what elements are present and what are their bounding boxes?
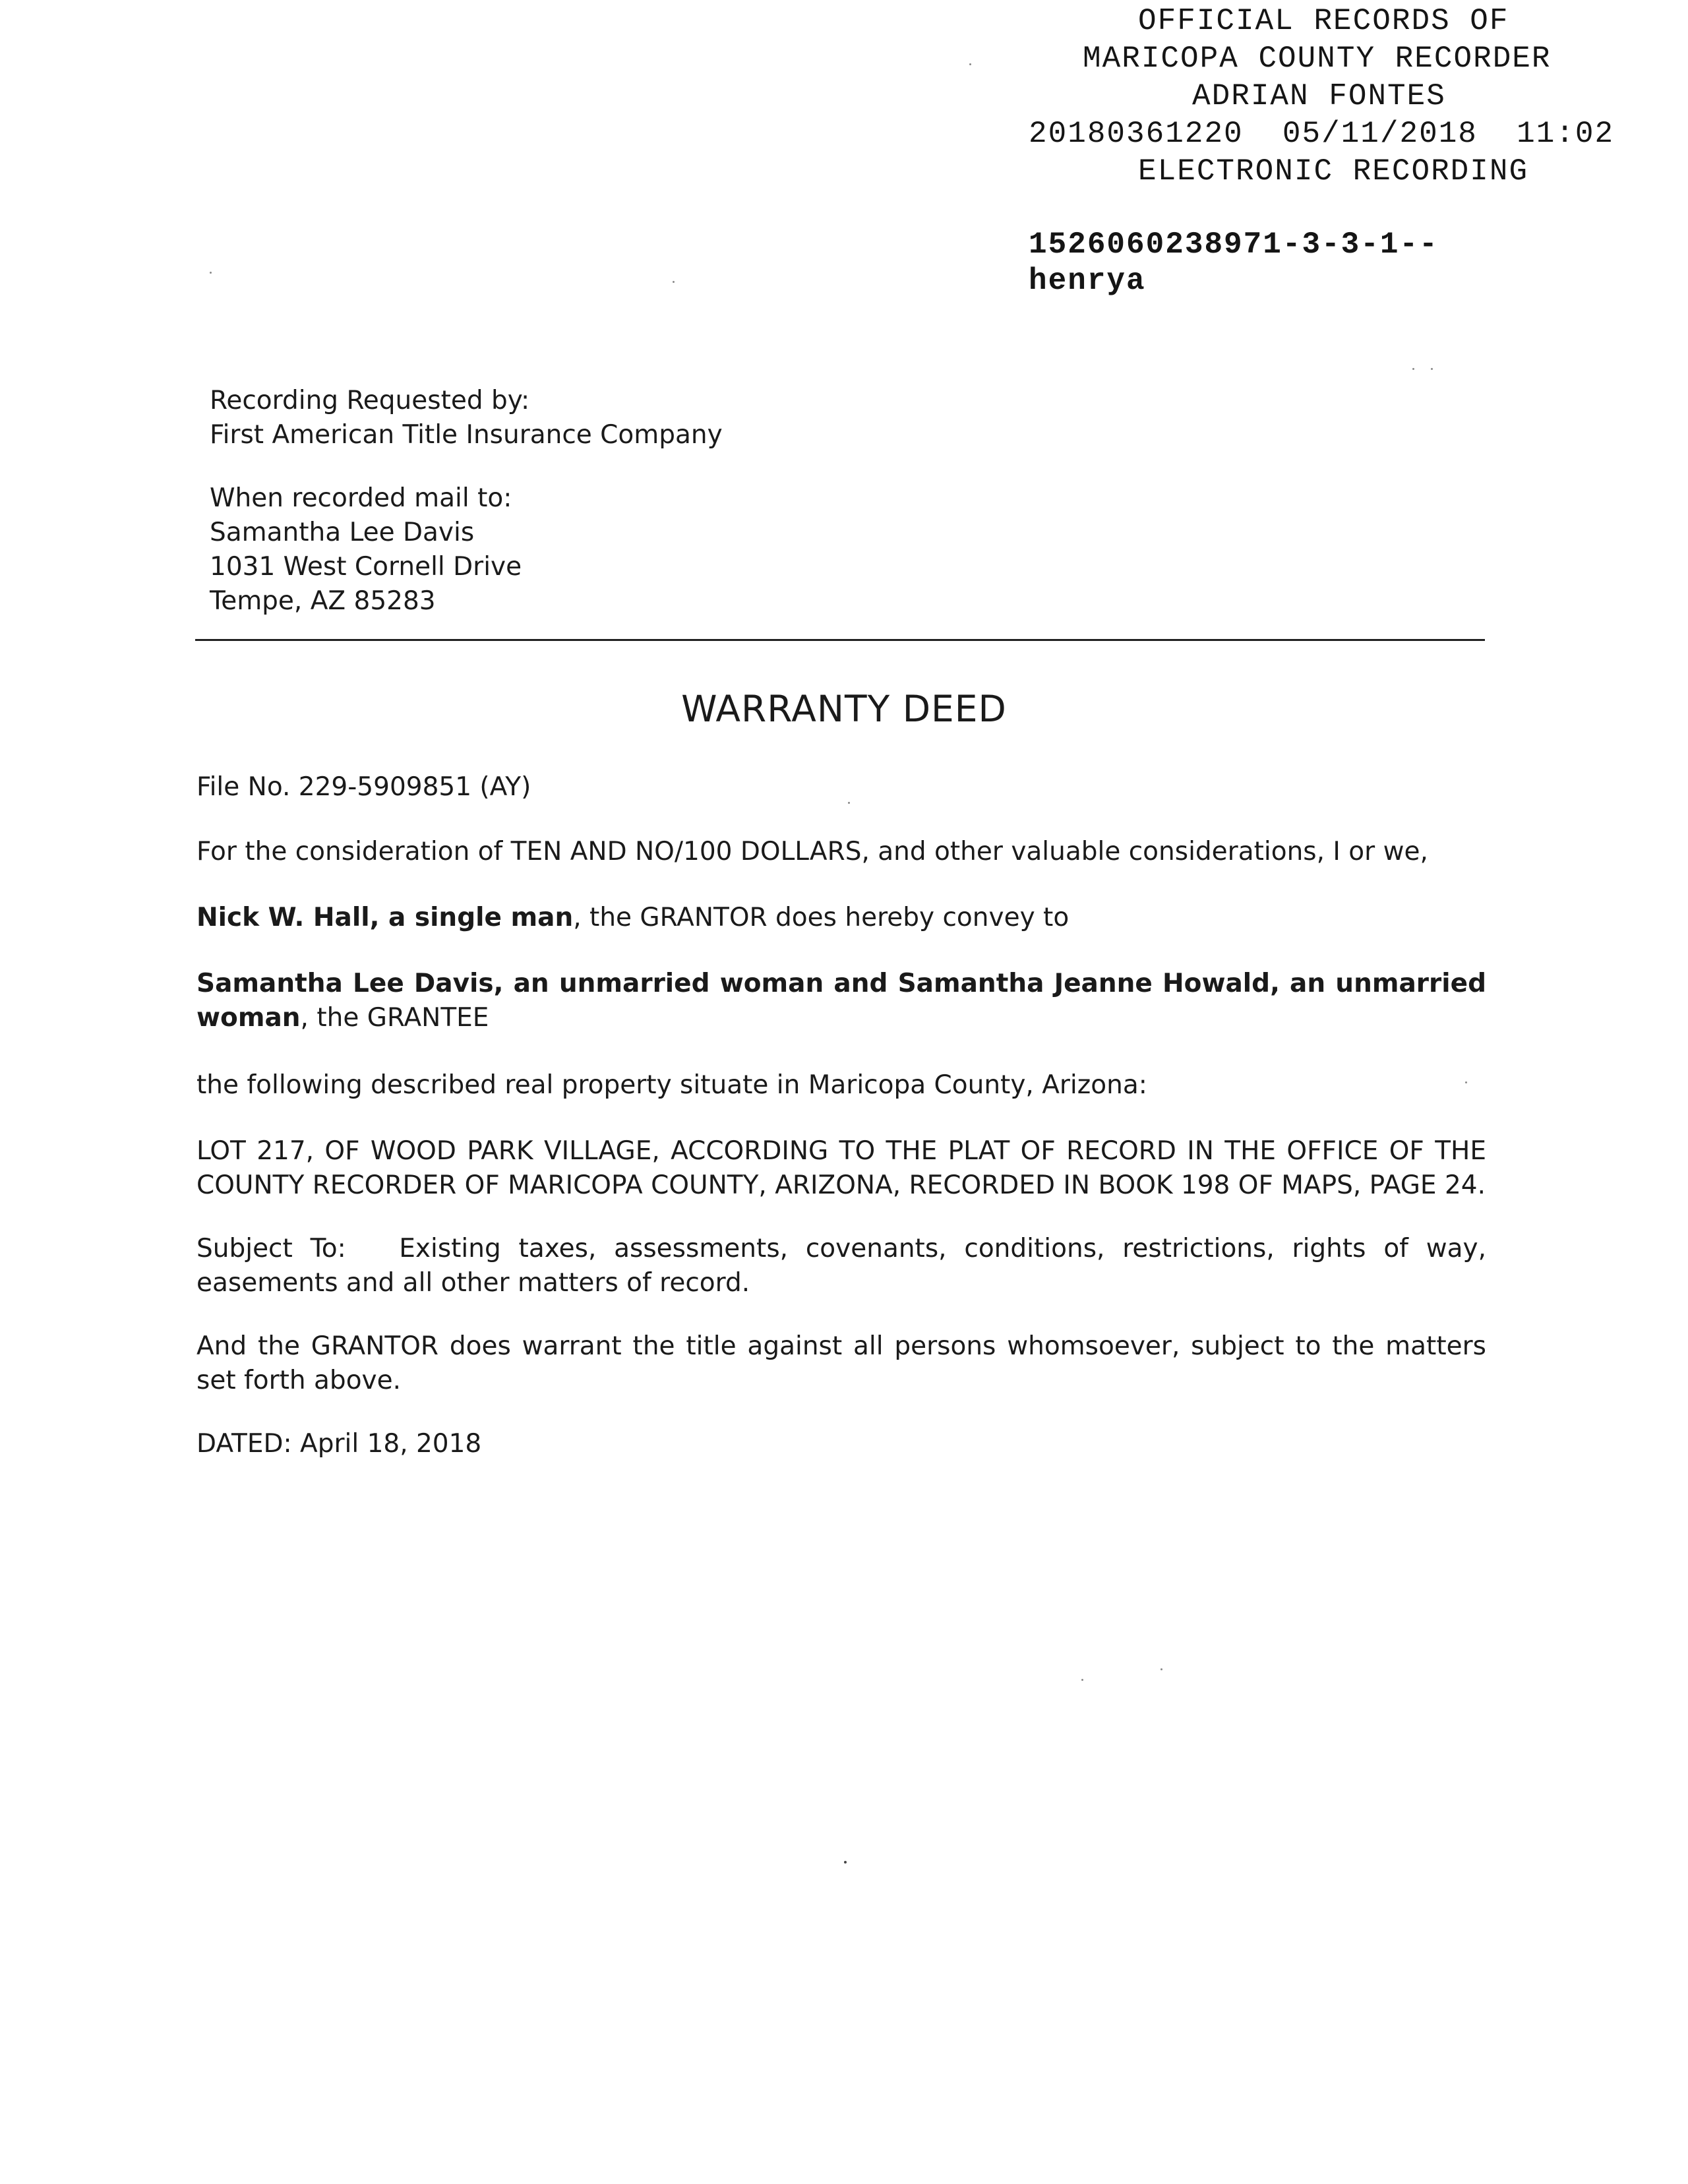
grantor-name: Nick W. Hall, a single man (196, 903, 574, 932)
stamp-document-info (1029, 227, 1662, 299)
dated-line: DATED: April 18, 2018 (196, 1429, 482, 1459)
stamp-user: henrya (1029, 264, 1146, 298)
stamp-line-county-recorder: MARICOPA COUNTY RECORDER (1083, 42, 1552, 76)
recording-requested-block (210, 384, 1001, 452)
legal-description: LOT 217, OF WOOD PARK VILLAGE, ACCORDING TO THE PLAT OF RECORD IN THE OFFICE OF THE COUNTY RECORDER OF MARICOPA COUNTY, ARIZONA, RECORDED IN BOOK 198 OF MAPS, PAGE 24. (196, 1136, 1486, 1200)
subject-to-label: Subject To: (196, 1234, 346, 1263)
subject-to-text: Existing taxes, assessments, covenants, conditions, restrictions, rights of way, easements and all other matters of record. (196, 1234, 1486, 1298)
mail-to-name: Samantha Lee Davis (210, 518, 475, 547)
scan-speck (1431, 368, 1433, 370)
grantee-name: Samantha Lee Davis, an unmarried woman and Samantha Jeanne Howald, an unmarried woman (196, 969, 1486, 1033)
header-divider (195, 639, 1485, 641)
scan-speck (210, 272, 212, 274)
warranty-paragraph: And the GRANTOR does warrant the title against all persons whomsoever, subject to the matters set forth above. (196, 1331, 1486, 1395)
scan-speck (673, 281, 675, 283)
property-intro: the following described real property situate in Maricopa County, Arizona: (196, 1070, 1147, 1100)
deed-body (196, 770, 1486, 1461)
grantor-suffix: , the GRANTOR does hereby convey to (573, 903, 1070, 932)
grantor-paragraph (196, 901, 1486, 935)
scan-speck (848, 802, 850, 804)
stamp-doc-number: 1526060238971-3-3-1-- (1029, 228, 1439, 262)
mail-to-label: When recorded mail to: (210, 483, 512, 513)
scan-speck (844, 1861, 847, 1864)
subject-to-paragraph (196, 1232, 1486, 1300)
mail-to-block (210, 481, 1001, 619)
recorder-stamp (1029, 3, 1662, 299)
recording-requested-label: Recording Requested by: (210, 386, 530, 415)
stamp-line-electronic-recording: ELECTRONIC RECORDING (1138, 154, 1529, 189)
stamp-line-official-records: OFFICIAL RECORDS OF (1138, 4, 1509, 38)
scan-speck (1465, 1081, 1467, 1083)
consideration-paragraph: For the consideration of TEN AND NO/100 DOLLARS, and other valuable considerations, I or we, (196, 837, 1428, 866)
stamp-line-recorder-name: ADRIAN FONTES (1192, 79, 1446, 113)
stamp-line-record-number-date: 20180361220 05/11/2018 11:02 (1029, 117, 1615, 151)
grantee-paragraph (196, 967, 1486, 1035)
scan-speck (969, 63, 971, 65)
mail-to-city: Tempe, AZ 85283 (210, 586, 436, 616)
file-number: File No. 229-5909851 (AY) (196, 772, 531, 802)
page-title: WARRANTY DEED (681, 688, 1007, 730)
grantee-suffix: , the GRANTEE (300, 1003, 489, 1033)
scan-speck (1160, 1668, 1162, 1670)
mail-to-street: 1031 West Cornell Drive (210, 552, 522, 582)
recording-requested-by: First American Title Insurance Company (210, 420, 723, 450)
scan-speck (1081, 1679, 1083, 1681)
scan-speck (1412, 368, 1414, 370)
